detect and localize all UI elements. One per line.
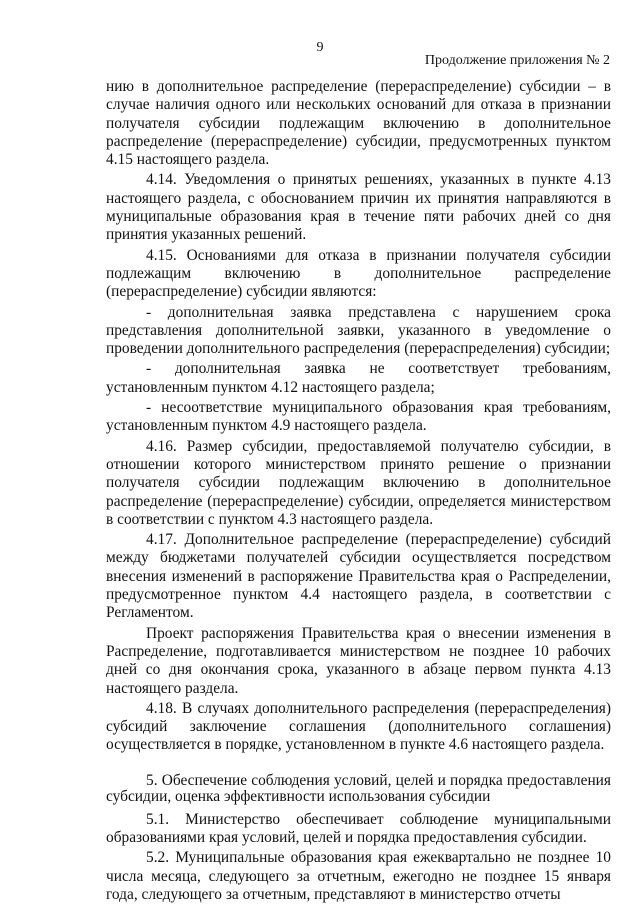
paragraph-4-18: 4.18. В случаях дополнительного распределения (перераспределения) субсидий заключение соглашения (дополнительного соглашения) осуществляется в порядке, установленном в пункте 4.6 настоящего раздела. (106, 699, 611, 754)
paragraph-4-15: 4.15. Основаниями для отказа в признании получателя субсидии подлежащим включению в дополнительное распределение (перераспределение) субсидии являются: (106, 246, 611, 301)
page-number: 9 (316, 40, 324, 55)
paragraph-5-1: 5.1. Министерство обеспечивает соблюдение муниципальными образованиями края условий, целей и порядка предоставления субсидии. (106, 810, 611, 846)
document-body (106, 78, 611, 905)
paragraph-draft-order: Проект распоряжения Правительства края о внесении изменения в Распределение, подготавливается министерством не позднее 10 рабочих дней со дня окончания срока, указанного в абзаце первом пункта 4.13 настоящего раздела. (106, 624, 611, 697)
paragraph-5-2: 5.2. Муниципальные образования края ежеквартально не позднее 10 числа месяца, следующего за отчетным, ежегодно не позднее 15 января года, следующего за отчетным, представляют в министерство отчеты (106, 849, 611, 903)
paragraph-4-16: 4.16. Размер субсидии, предоставляемой получателю субсидии, в отношении которого министерством принято решение о признании получателя субсидии подлежащим включению в дополнительное распределение (перераспределение) субсидии, определяется министерством в соответствии с пунктом 4.3 настоящего раздела. (106, 437, 611, 528)
appendix-continuation-note: Продолжение приложения № 2 (424, 53, 610, 68)
paragraph-continuation: нию в дополнительное распределение (перераспределение) субсидии – в случае наличия одного или нескольких оснований для отказа в признании получателя субсидии подлежащим включению в дополнительное распределение (перераспределение) субсидии, предусмотренных пунктом 4.15 настоящего раздела. (106, 78, 611, 169)
list-item-requirements-mismatch: - дополнительная заявка не соответствует требованиям, установленным пунктом 4.12 настоящего раздела; (106, 360, 611, 396)
paragraph-4-17: 4.17. Дополнительное распределение (перераспределение) субсидий между бюджетами получателей субсидии осуществляется посредством внесения изменений в распоряжение Правительства края о Распределении, предусмотренное пунктом 4.4 настоящего раздела, в соответствии с Регламентом. (106, 531, 611, 622)
list-item-municipality-mismatch: - несоответствие муниципального образования края требованиям, установленным пунктом 4.9 настоящего раздела. (106, 399, 611, 435)
list-item-late-application: - дополнительная заявка представлена с нарушением срока представления дополнительной заявки, указанного в уведомление о проведении дополнительного распределения (перераспределения) субсидии; (106, 303, 611, 358)
paragraph-4-14: 4.14. Уведомления о принятых решениях, указанных в пункте 4.13 настоящего раздела, с обоснованием причин их принятия направляются в муниципальные образования края в течение пяти рабочих дней со дня принятия указанных решений. (106, 171, 611, 244)
section-heading-5: 5. Обеспечение соблюдения условий, целей и порядка предоставления субсидии, оценка эффективности использования субсидии (106, 771, 611, 806)
